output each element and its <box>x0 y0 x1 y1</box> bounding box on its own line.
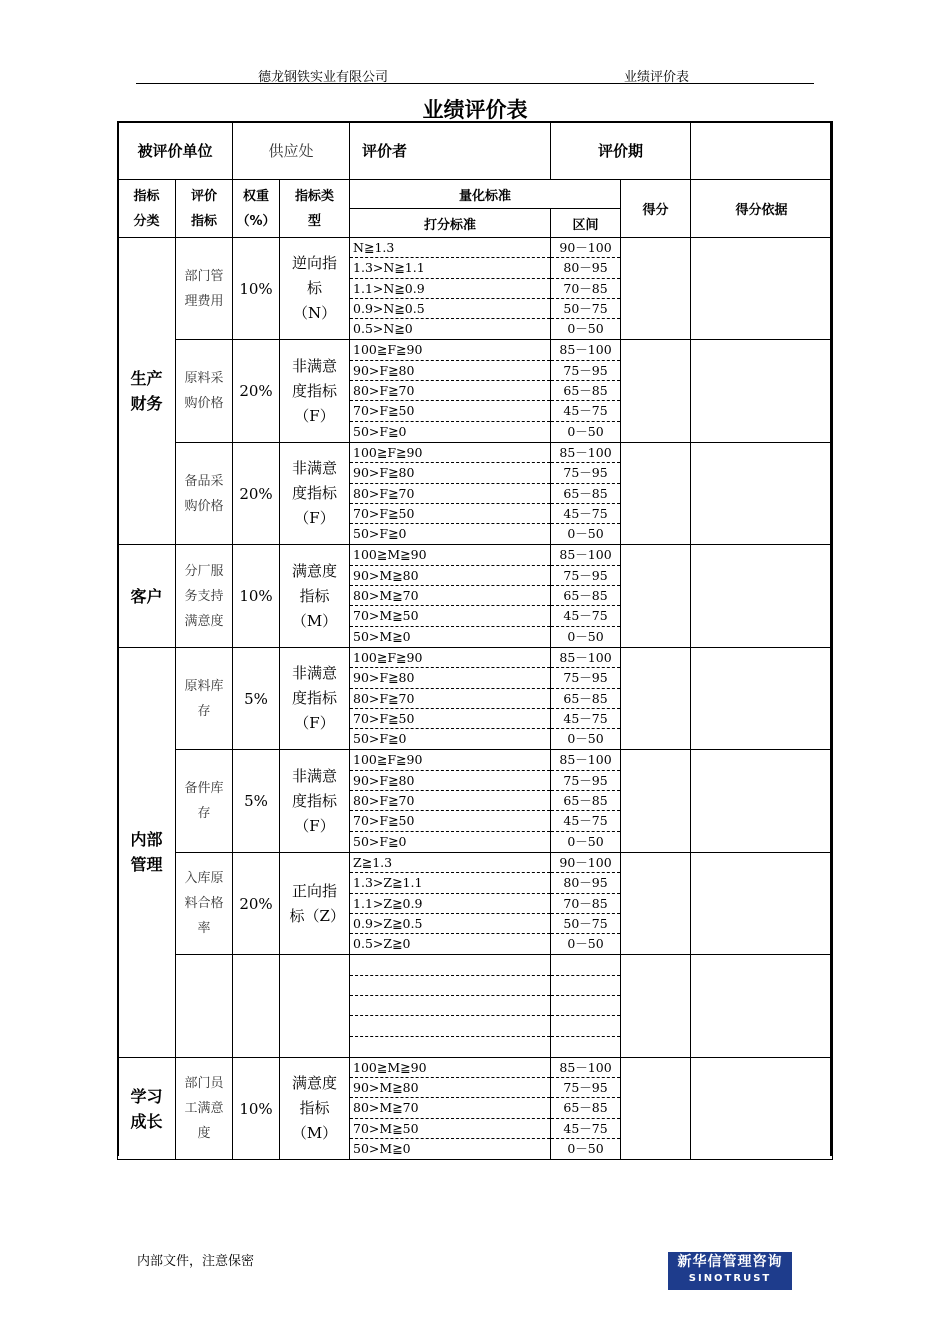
footer-note: 内部文件，注意保密 <box>137 1254 255 1269</box>
criteria-line: 1.1>Z≧0.9 <box>350 894 550 914</box>
range-line: 85－100 <box>551 340 620 360</box>
criteria-line: 80>F≧70 <box>350 484 550 504</box>
type-label: 满意度指标（M） <box>291 1074 338 1143</box>
criteria-line: 50>M≧0 <box>353 628 411 644</box>
weight-cell: 5% <box>233 647 280 749</box>
weight-cell: 5% <box>233 750 280 852</box>
range-line: 90－100 <box>551 238 620 258</box>
criteria-line: 90>M≧80 <box>350 1078 550 1098</box>
range-line: 50－75 <box>551 914 620 934</box>
criteria-line: 70>F≧50 <box>350 709 550 729</box>
logo-cn: 新华信管理咨询 <box>677 1254 783 1270</box>
range-line: 0－50 <box>567 936 604 952</box>
range-line: 85－100 <box>551 443 620 463</box>
criteria-line: 80>F≧70 <box>350 791 550 811</box>
range-line: 45－75 <box>551 709 620 729</box>
criteria-line: 80>M≧70 <box>350 1098 550 1118</box>
range-line: 45－75 <box>551 504 620 524</box>
criteria-line: 70>F≧50 <box>350 811 550 831</box>
range-line: 85－100 <box>551 750 620 770</box>
range-line: 0－50 <box>567 628 604 644</box>
range-line: 75－95 <box>551 771 620 791</box>
type-label: 逆向指标（N） <box>292 254 338 323</box>
type-label: 非满意度指标（F） <box>292 664 338 733</box>
criteria-line: 70>M≧50 <box>350 606 550 626</box>
col-score: 得分 <box>621 180 691 238</box>
category-label: 内部管理 <box>130 830 163 875</box>
col-indicator-text: 评价指标 <box>190 188 217 229</box>
range-line: 45－75 <box>551 606 620 626</box>
range-line: 75－95 <box>551 1078 620 1098</box>
range-line: 70－85 <box>551 894 620 914</box>
range-line: 85－100 <box>551 1058 620 1078</box>
range-line: 45－75 <box>551 811 620 831</box>
indicator-label: 部门员工满意度 <box>184 1076 224 1142</box>
criteria-line: 80>F≧70 <box>350 689 550 709</box>
col-quant: 量化标准 <box>350 180 621 209</box>
criteria-line: 100≧F≧90 <box>350 750 550 770</box>
range-line: 65－85 <box>551 791 620 811</box>
type-label: 非满意度指标（F） <box>292 766 338 835</box>
range-line: 0－50 <box>567 833 604 849</box>
criteria-line: 0.5>Z≧0 <box>353 936 411 952</box>
range-line: 0－50 <box>567 1141 604 1157</box>
indicator-label: 备品采购价格 <box>184 473 224 514</box>
criteria-line: 0.5>N≧0 <box>353 321 413 337</box>
header-company: 德龙钢铁实业有限公司 <box>258 70 389 85</box>
range-line: 65－85 <box>551 689 620 709</box>
criteria-line: 90>F≧80 <box>350 463 550 483</box>
table-frame <box>117 121 832 1156</box>
weight-cell: 20% <box>233 340 280 442</box>
type-label: 非满意度指标（F） <box>292 459 338 528</box>
criteria-line: 90>M≧80 <box>350 566 550 586</box>
criteria-line: 80>M≧70 <box>350 586 550 606</box>
range-line: 80－95 <box>551 258 620 278</box>
col-weight-text: 权重（%） <box>236 188 276 229</box>
criteria-line: 100≧F≧90 <box>350 340 550 360</box>
criteria-line: 70>F≧50 <box>350 504 550 524</box>
range-line: 75－95 <box>551 361 620 381</box>
evaluator-label-text: 评价者 <box>362 142 408 160</box>
range-line: 0－50 <box>567 423 604 439</box>
weight-cell: 20% <box>233 852 280 954</box>
type-label: 满意度指标（M） <box>291 561 338 630</box>
col-range: 区间 <box>551 209 621 238</box>
criteria-line: 1.3>Z≧1.1 <box>350 873 550 893</box>
criteria-line: 90>F≧80 <box>350 361 550 381</box>
col-type-text: 指标类型 <box>295 188 335 229</box>
indicator-label: 原料采购价格 <box>184 371 224 412</box>
range-line: 75－95 <box>551 566 620 586</box>
criteria-line: 100≧M≧90 <box>350 545 550 565</box>
indicator-label: 备件库存 <box>184 781 224 822</box>
period-label: 评价期 <box>551 122 691 180</box>
indicator-label: 部门管理费用 <box>184 268 224 309</box>
criteria-line: 80>F≧70 <box>350 381 550 401</box>
range-line: 0－50 <box>567 321 604 337</box>
range-line: 45－75 <box>551 401 620 421</box>
category-label: 客户 <box>130 586 163 606</box>
criteria-line: 1.3>N≧1.1 <box>350 258 550 278</box>
criteria-line: 70>F≧50 <box>350 401 550 421</box>
criteria-line: N≧1.3 <box>350 238 550 258</box>
weight-cell: 10% <box>233 238 280 340</box>
range-line: 85－100 <box>551 648 620 668</box>
category-label: 学习成长 <box>130 1086 163 1131</box>
criteria-line: 70>M≧50 <box>350 1119 550 1139</box>
type-label: 非满意度指标（F） <box>292 356 338 425</box>
col-category-text: 指标分类 <box>133 188 160 229</box>
criteria-line: 50>F≧0 <box>353 526 407 542</box>
range-line: 45－75 <box>551 1119 620 1139</box>
category-label: 生产财务 <box>130 369 163 414</box>
indicator-label: 入库原料合格率 <box>184 871 224 937</box>
col-scoring: 打分标准 <box>350 209 551 238</box>
page-title: 业绩评价表 <box>422 98 528 122</box>
criteria-line: 100≧M≧90 <box>350 1058 550 1078</box>
criteria-line: 1.1>N≧0.9 <box>350 279 550 299</box>
range-line: 65－85 <box>551 484 620 504</box>
criteria-line: 50>F≧0 <box>353 731 407 747</box>
col-basis: 得分依据 <box>691 180 833 238</box>
indicator-label: 原料库存 <box>184 678 224 719</box>
criteria-line: 0.9>N≧0.5 <box>350 299 550 319</box>
unit-value: 供应处 <box>233 122 350 180</box>
criteria-line: 0.9>Z≧0.5 <box>350 914 550 934</box>
range-line: 50－75 <box>551 299 620 319</box>
weight-cell: 10% <box>233 545 280 647</box>
range-line: 85－100 <box>551 545 620 565</box>
criteria-line: 100≧F≧90 <box>350 648 550 668</box>
criteria-line: 90>F≧80 <box>350 668 550 688</box>
range-line: 70－85 <box>551 279 620 299</box>
criteria-line: 50>F≧0 <box>353 423 407 439</box>
range-line: 0－50 <box>567 731 604 747</box>
weight-cell: 10% <box>233 1057 280 1159</box>
unit-label: 被评价单位 <box>118 122 233 180</box>
header-doc-name: 业绩评价表 <box>624 70 690 85</box>
sinotrust-logo <box>668 1252 792 1290</box>
range-line: 65－85 <box>551 586 620 606</box>
range-line: 65－85 <box>551 381 620 401</box>
header-rule <box>136 83 814 84</box>
criteria-line: 90>F≧80 <box>350 771 550 791</box>
range-line: 65－85 <box>551 1098 620 1118</box>
criteria-line: Z≧1.3 <box>350 853 550 873</box>
logo-en: SINOTRUST <box>688 1273 772 1284</box>
criteria-line: 100≧F≧90 <box>350 443 550 463</box>
indicator-label: 分厂服务支持满意度 <box>184 563 224 629</box>
weight-cell: 20% <box>233 442 280 544</box>
range-line: 75－95 <box>551 463 620 483</box>
criteria-line: 50>F≧0 <box>353 833 407 849</box>
range-line: 80－95 <box>551 873 620 893</box>
type-label: 正向指标（Z） <box>289 881 345 925</box>
range-line: 0－50 <box>567 526 604 542</box>
criteria-line: 50>M≧0 <box>353 1141 411 1157</box>
range-line: 90－100 <box>551 853 620 873</box>
range-line: 75－95 <box>551 668 620 688</box>
